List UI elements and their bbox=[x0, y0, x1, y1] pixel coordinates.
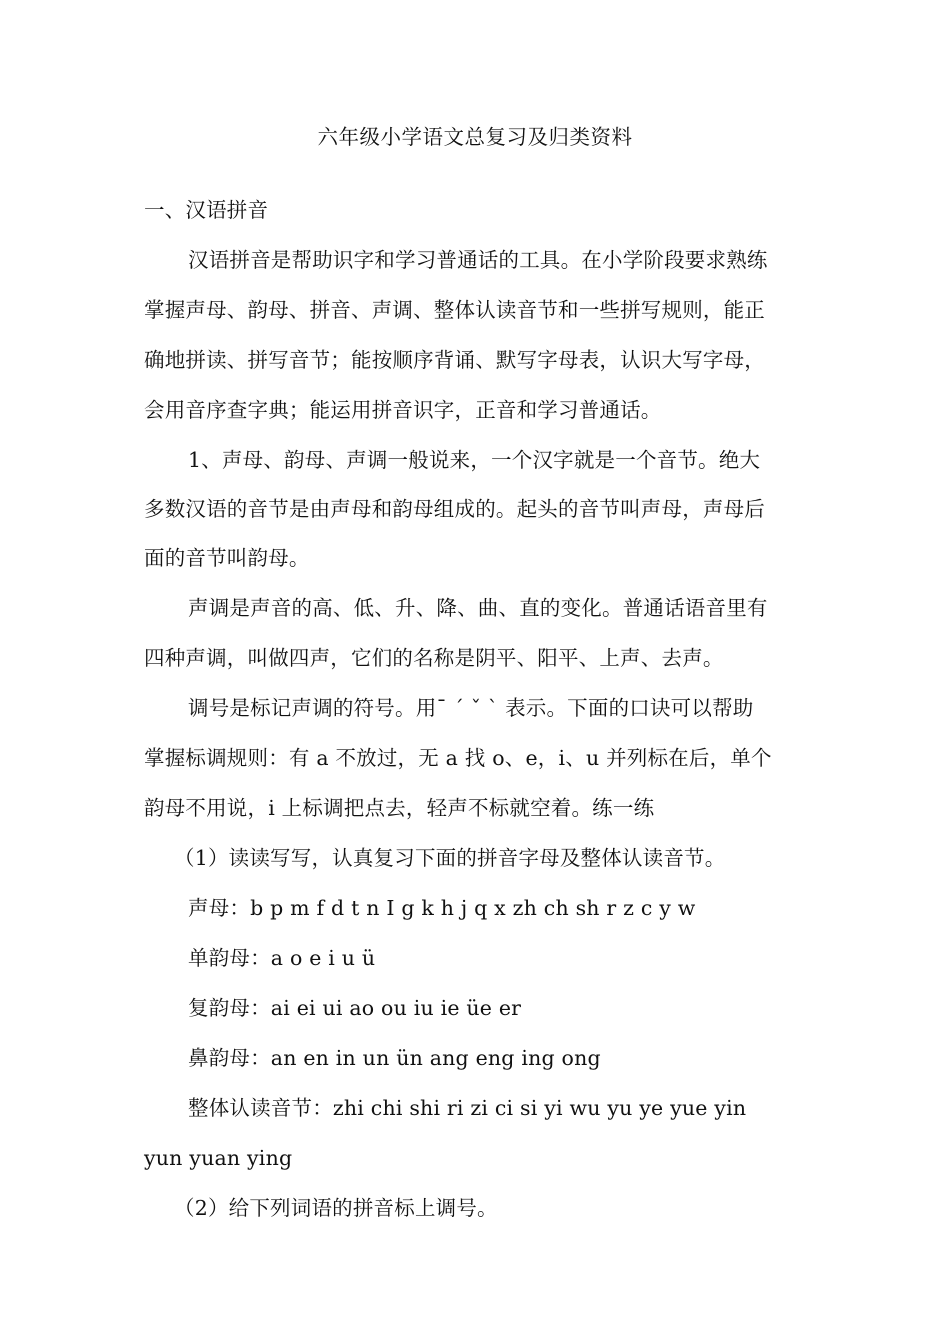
pinyin-list-compound-finals: 复韵母：ai ei ui ao ou iu ie üe er bbox=[188, 996, 522, 1020]
exercise-instruction: （1）读读写写，认真复习下面的拼音字母及整体认读音节。 bbox=[174, 846, 726, 870]
section-heading: 一、汉语拼音 bbox=[144, 198, 269, 222]
pinyin-list-simple-finals: 单韵母：a o e i u ü bbox=[188, 946, 376, 970]
pinyin-list-whole-syllables-cont: yun yuan ying bbox=[144, 1146, 293, 1170]
exercise-instruction: （2）给下列词语的拼音标上调号。 bbox=[174, 1196, 498, 1220]
paragraph-line: 会用音序查字典；能运用拼音识字，正音和学习普通话。 bbox=[144, 398, 662, 422]
paragraph-line: 汉语拼音是帮助识字和学习普通话的工具。在小学阶段要求熟练 bbox=[188, 248, 768, 272]
pinyin-list-whole-syllables: 整体认读音节：zhi chi shi ri zi ci si yi wu yu ye yue yin bbox=[188, 1096, 747, 1120]
paragraph-line: 确地拼读、拼写音节；能按顺序背诵、默写字母表，认识大写字母， bbox=[144, 348, 765, 372]
paragraph-line: 面的音节叫韵母。 bbox=[144, 546, 310, 570]
paragraph-line: 韵母不用说，i 上标调把点去，轻声不标就空着。练一练 bbox=[144, 796, 655, 820]
document-title: 六年级小学语文总复习及归类资料 bbox=[317, 125, 633, 149]
paragraph-line: 调号是标记声调的符号。用ˉ ˊ ˇ ˋ 表示。下面的口诀可以帮助 bbox=[188, 696, 754, 720]
paragraph-line: 掌握声母、韵母、拼音、声调、整体认读音节和一些拼写规则，能正 bbox=[144, 298, 765, 322]
pinyin-list-initials: 声母：b p m f d t n I g k h j q x zh ch sh r z c y w bbox=[188, 896, 696, 920]
paragraph-line: 四种声调，叫做四声，它们的名称是阴平、阳平、上声、去声。 bbox=[144, 646, 724, 670]
paragraph-line: 掌握标调规则：有 a 不放过，无 a 找 o、e，i、u 并列标在后，单个 bbox=[144, 746, 772, 770]
paragraph-line: 声调是声音的高、低、升、降、曲、直的变化。普通话语音里有 bbox=[188, 596, 768, 620]
paragraph-line: 1、声母、韵母、声调一般说来，一个汉字就是一个音节。绝大 bbox=[188, 448, 761, 472]
pinyin-list-nasal-finals: 鼻韵母：an en in un ün ang eng ing ong bbox=[188, 1046, 601, 1070]
paragraph-line: 多数汉语的音节是由声母和韵母组成的。起头的音节叫声母，声母后 bbox=[144, 497, 765, 521]
